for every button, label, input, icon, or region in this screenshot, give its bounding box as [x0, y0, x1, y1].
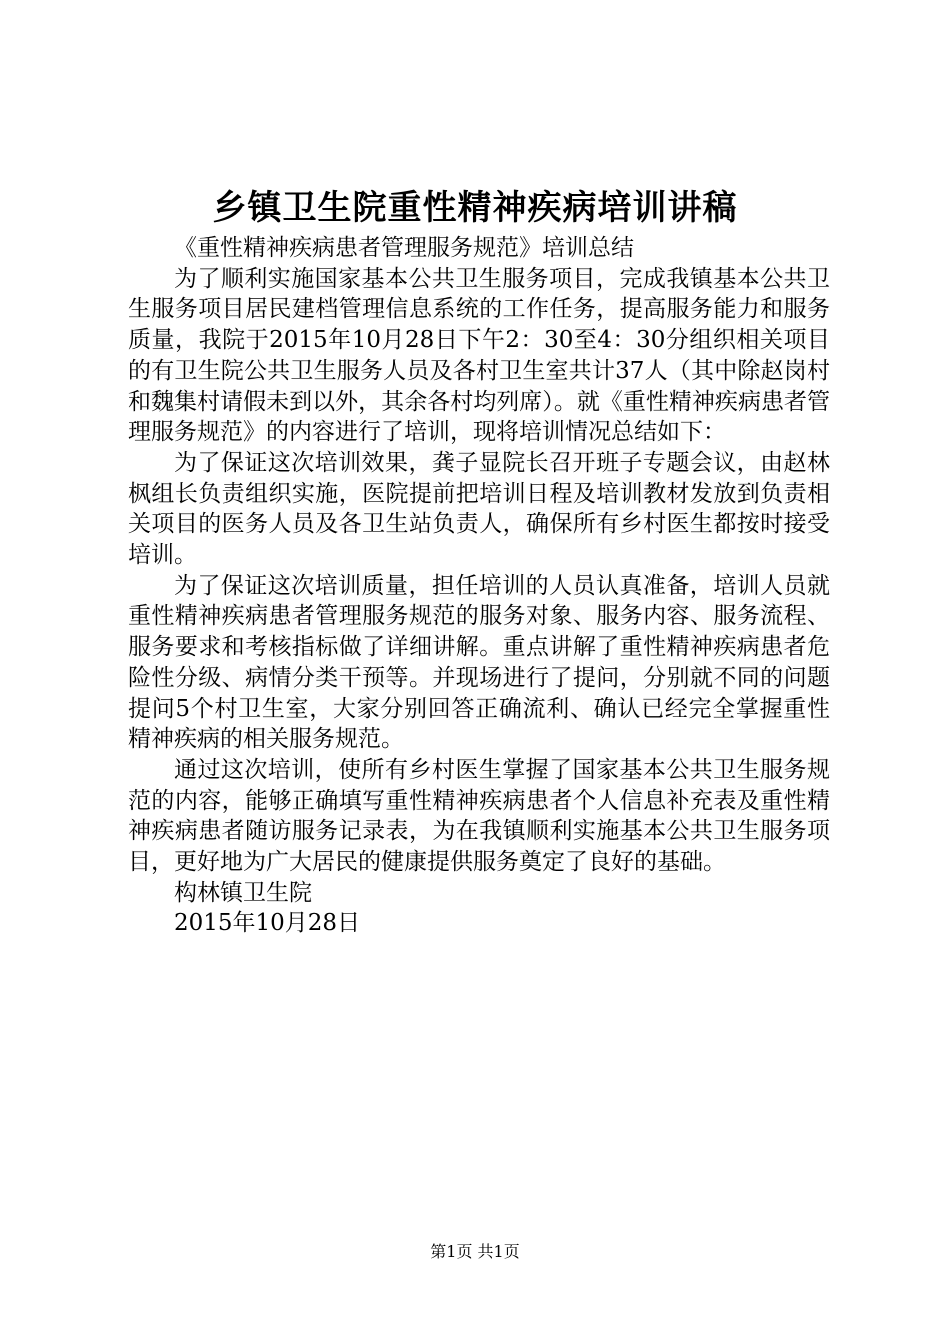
signature: 构林镇卫生院	[174, 879, 312, 906]
paragraph-quality: 为了保证这次培训质量，担任培训的人员认真准备，培训人员就重性精神疾病患者管理服务规范的服务对象、服务内容、服务流程、服务要求和考核指标做了详细讲解。重点讲解了重性精神疾病患者危险性分级、病情分类干预等。并现场进行了提问，分别就不同的问题提问5个村卫生室，大家分别回答正确流利、确认已经完全掌握重性精神疾病的相关服务规范。	[128, 572, 830, 753]
document-body	[128, 233, 830, 939]
page-footer: 第1页 共1页	[430, 1242, 520, 1261]
paragraph-effect: 为了保证这次培训效果，龚子显院长召开班子专题会议，由赵林枫组长负责组织实施，医院提前把培训日程及培训教材发放到负责相关项目的医务人员及各卫生站负责人，确保所有乡村医生都按时接受培训。	[128, 449, 830, 569]
document-title: 乡镇卫生院重性精神疾病培训讲稿	[212, 188, 738, 228]
document-subtitle: 《重性精神疾病患者管理服务规范》培训总结	[174, 235, 634, 261]
paragraph-intro: 为了顺利实施国家基本公共卫生服务项目，完成我镇基本公共卫生服务项目居民建档管理信息系统的工作任务，提高服务能力和服务质量，我院于2015年10月28日下午2：30至4：30分组织相关项目的有卫生院公共卫生服务人员及各村卫生室共计37人（其中除赵岗村和魏集村请假未到以外，其余各村均列席）。就《重性精神疾病患者管理服务规范》的内容进行了培训，现将培训情况总结如下：	[128, 265, 830, 446]
signature-date: 2015年10月28日	[174, 910, 361, 937]
paragraph-conclusion: 通过这次培训，使所有乡村医生掌握了国家基本公共卫生服务规范的内容，能够正确填写重性精神疾病患者个人信息补充表及重性精神疾病患者随访服务记录表，为在我镇顺利实施基本公共卫生服务项目，更好地为广大居民的健康提供服务奠定了良好的基础。	[128, 756, 830, 876]
